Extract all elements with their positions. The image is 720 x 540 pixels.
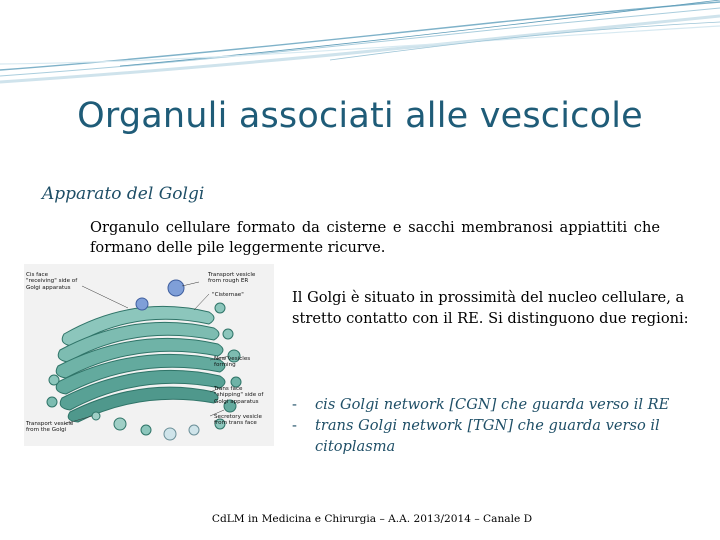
- bullet-dash: -: [292, 396, 297, 413]
- regions-list: [292, 394, 712, 457]
- header-swoosh-decoration: [0, 0, 720, 95]
- list-item: [292, 415, 712, 457]
- slide-title: Organuli associati alle vescicole: [77, 96, 643, 136]
- bullet-dash: -: [292, 417, 297, 434]
- label-secretory-vesicle: Secretory vesicle from trans face: [214, 414, 262, 427]
- regions-paragraph: Il Golgi è situato in prossimità del nucleo cellulare, a stretto contatto con il RE. Si distinguono due regioni:: [292, 289, 689, 327]
- label-transport-vesicle-er: Transport vesicle from rough ER: [208, 272, 256, 285]
- label-cis-face: Cis face "receiving" side of Golgi apparatus: [26, 272, 78, 291]
- label-cisternae: "Cisternae": [212, 292, 244, 298]
- slide-footer: CdLM in Medicina e Chirurgia – A.A. 2013/2014 – Canale D: [211, 513, 533, 525]
- section-subtitle: Apparato del Golgi: [42, 184, 205, 204]
- cisternae-stack: [56, 306, 225, 422]
- golgi-illustration: [24, 264, 274, 446]
- label-transport-vesicle-golgi: Transport vesicle from the Golgi: [26, 421, 74, 434]
- bullet-text-cgn: cis Golgi network [CGN] che guarda verso il RE: [315, 396, 670, 413]
- intro-text: Organulo cellulare formato da cisterne e sacchi membranosi appiattiti che formano delle pile leggermente ricurve.: [90, 219, 660, 256]
- list-item: [292, 394, 712, 415]
- label-trans-face: Trans face "shipping" side of Golgi apparatus: [214, 386, 264, 405]
- label-new-vesicles: New vesicles forming: [214, 356, 251, 369]
- bullet-text-tgn: trans Golgi network [TGN] che guarda verso il citoplasma: [315, 417, 660, 455]
